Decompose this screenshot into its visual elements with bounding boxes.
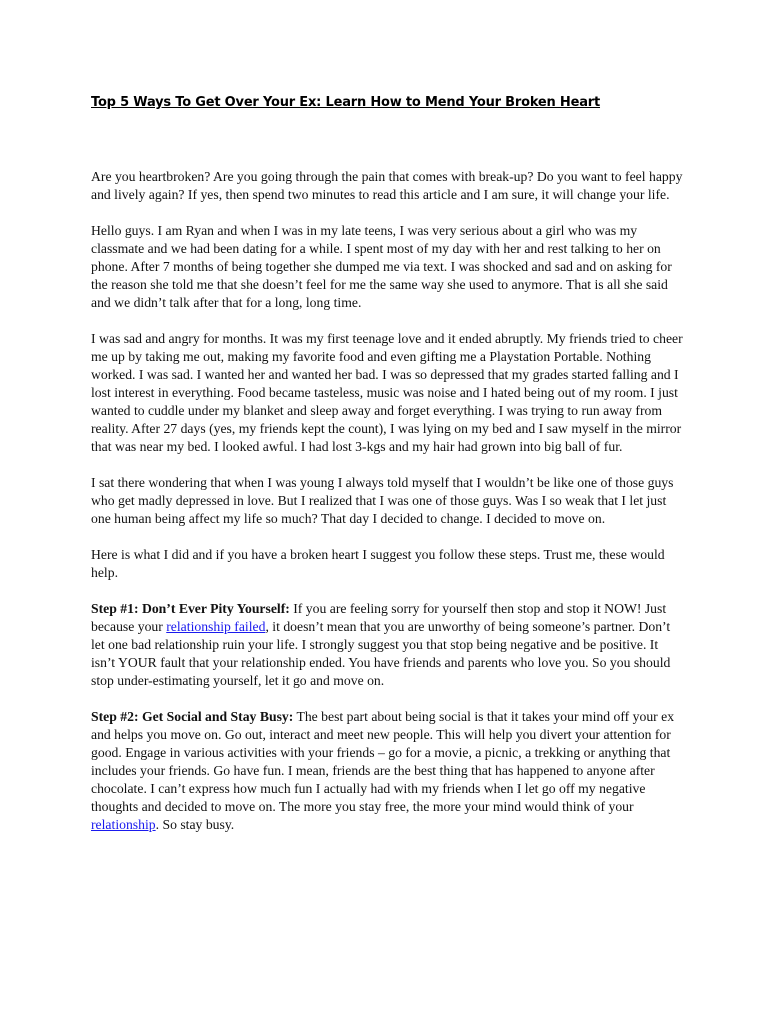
article-title: Top 5 Ways To Get Over Your Ex: Learn How to Mend Your Broken Heart — [91, 95, 601, 110]
article-body — [91, 168, 685, 852]
step-1-heading: Step #1: Don’t Ever Pity Yourself: — [91, 601, 290, 616]
step-1-paragraph — [91, 600, 685, 690]
story-paragraph-2: I was sad and angry for months. It was my first teenage love and it ended abruptly. My friends tried to cheer me up by taking me out, making my favorite food and even gifting me a Playstation Portable. Nothing worked. I was sad. I wanted her and wanted her bad. I was so depressed that my grades started falling and I lost interest in everything. Food became tasteless, music was noise and I hated being out of my room. I just wanted to cuddle under my blanket and sleep away and forget everything. I was trying to run away from reality. After 27 days (yes, my friends kept the count), I was lying on my bed and I saw myself in the mirror that was near my bed. I looked awful. I had lost 3-kgs and my hair had grown into big ball of fur. — [91, 331, 683, 454]
story-paragraph-1: Hello guys. I am Ryan and when I was in my late teens, I was very serious about a girl who was my classmate and we had been dating for a while. I spent most of my day with her and rest talking to her on phone. After 7 months of being together she dumped me via text. I was shocked and sad and on asking for the reason she told me that she doesn’t feel for me the same way she used to anymore. That is all she said and we didn’t talk after that for a long, long time. — [91, 223, 672, 310]
intro-paragraph: Are you heartbroken? Are you going through the pain that comes with break-up? Do you want to feel happy and lively again? If yes, then spend two minutes to read this article and I am sure, it will change your life. — [91, 169, 683, 202]
story-paragraph-3: I sat there wondering that when I was young I always told myself that I wouldn’t be like one of those guys who get madly depressed in love. But I realized that I was one of those guys. Was I so weak that I let just one human being affect my life so much? That day I decided to change. I decided to move on. — [91, 475, 674, 526]
steps-intro-paragraph: Here is what I did and if you have a broken heart I suggest you follow these steps. Trust me, these would help. — [91, 547, 665, 580]
step-2-heading: Step #2: Get Social and Stay Busy: — [91, 709, 294, 724]
relationship-failed-link[interactable]: relationship failed — [166, 619, 266, 634]
step-1-text-b: , it doesn’t mean that you are unworthy of being someone’s partner. Don’t let one bad relationship ruin your life. I strongly suggest you that stop being negative and be positive. It isn’t YOUR fault that your relationship ended. You have friends and parents who love you. So you should stop under-estimating yourself, let it go and move on. — [91, 619, 671, 688]
step-2-text-b: . So stay busy. — [155, 817, 235, 832]
relationship-link[interactable]: relationship — [91, 817, 156, 832]
step-1-text-a: If you are feeling sorry for yourself then stop and stop it NOW! Just because your — [91, 601, 667, 634]
step-2-paragraph — [91, 708, 685, 834]
step-2-text-a: The best part about being social is that it takes your mind off your ex and helps you move on. Go out, interact and meet new people. This will help you divert your attention for good. Engage in various activities with your friends – go for a movie, a picnic, a trekking or anything that includes your friends. Go have fun. I mean, friends are the best thing that has happened to anyone after chocolate. I can’t express how much fun I actually had with my friends when I let go off my negative thoughts and decided to move on. The more you stay free, the more your mind would think of your — [91, 709, 675, 814]
